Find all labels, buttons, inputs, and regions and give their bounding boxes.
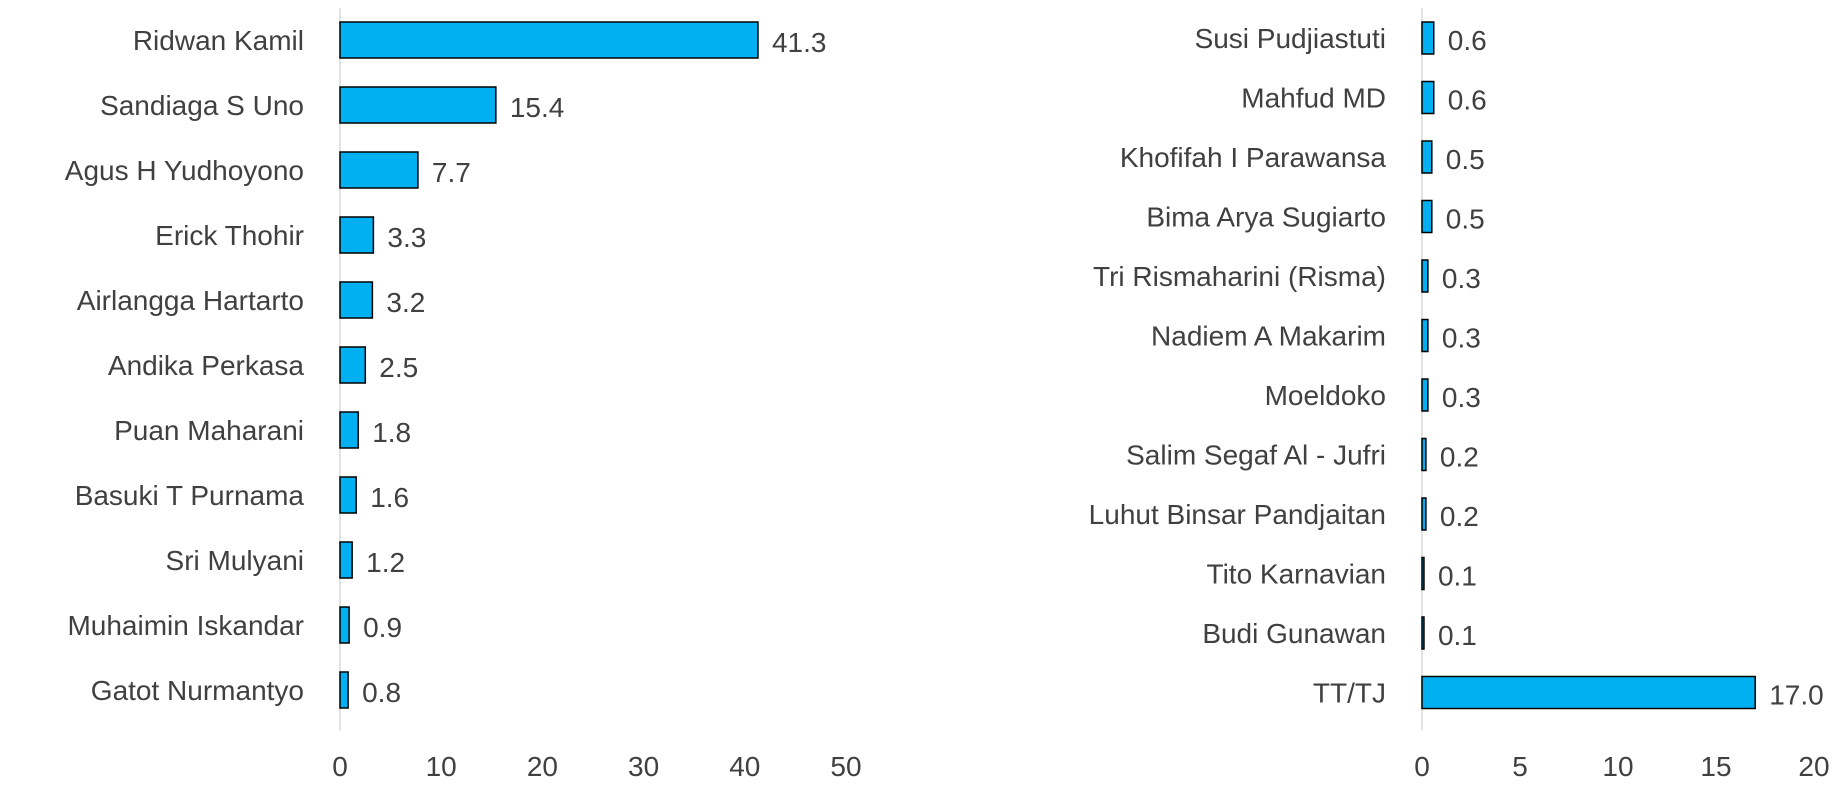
right-value-label-11: 17.0 <box>1769 679 1824 711</box>
left-category-label-5: Andika Perkasa <box>107 350 304 381</box>
left-x-tick-label-2: 20 <box>526 751 558 782</box>
right-category-label-9: Tito Karnavian <box>1206 558 1386 590</box>
left-category-label-3: Erick Thohir <box>155 220 304 251</box>
right-value-label-9: 0.1 <box>1437 560 1477 592</box>
right-category-label-6: Moeldoko <box>1264 380 1386 411</box>
right-value-label-6: 0.3 <box>1441 382 1481 413</box>
right-x-tick-label-4: 20 <box>1798 751 1830 782</box>
left-bar-8 <box>340 542 352 578</box>
left-value-label-6: 1.8 <box>372 417 412 448</box>
left-x-tick-label-1: 10 <box>425 751 457 782</box>
left-x-tick-label-3: 30 <box>628 751 660 782</box>
right-value-label-1: 0.6 <box>1447 84 1487 116</box>
left-bar-4 <box>340 282 372 318</box>
left-x-tick-label-5: 50 <box>830 751 862 782</box>
right-value-label-0: 0.6 <box>1447 25 1487 56</box>
left-category-label-2: Agus H Yudhoyono <box>64 155 304 186</box>
left-category-label-7: Basuki T Purnama <box>74 480 304 511</box>
left-bar-10 <box>340 672 348 708</box>
left-value-label-9: 0.9 <box>363 612 403 643</box>
right-category-label-4: Tri Rismaharini (Risma) <box>1093 261 1386 292</box>
left-bar-chart <box>65 8 862 782</box>
right-bar-2 <box>1422 141 1432 173</box>
left-category-label-8: Sri Mulyani <box>165 545 304 576</box>
left-bar-5 <box>340 347 365 383</box>
right-bar-7 <box>1422 439 1426 471</box>
right-x-tick-label-0: 0 <box>1414 751 1430 782</box>
left-category-label-6: Puan Maharani <box>114 415 304 446</box>
left-value-label-1: 15.4 <box>509 92 565 123</box>
left-bar-7 <box>340 477 356 513</box>
right-value-label-7: 0.2 <box>1439 441 1479 473</box>
right-value-label-4: 0.3 <box>1441 263 1481 294</box>
left-bar-0 <box>340 22 758 58</box>
right-category-label-3: Bima Arya Sugiarto <box>1146 201 1386 233</box>
right-bar-9 <box>1422 558 1424 590</box>
left-value-label-3: 3.3 <box>387 222 427 253</box>
right-category-label-11: TT/TJ <box>1312 677 1386 709</box>
left-bar-6 <box>340 412 358 448</box>
right-value-label-3: 0.5 <box>1445 203 1485 235</box>
left-category-label-10: Gatot Nurmantyo <box>90 675 304 706</box>
right-bar-10 <box>1422 617 1424 649</box>
right-bar-chart <box>1089 8 1830 782</box>
left-value-label-8: 1.2 <box>366 547 406 578</box>
right-category-label-5: Nadiem A Makarim <box>1151 320 1386 352</box>
right-category-label-1: Mahfud MD <box>1241 82 1386 114</box>
right-bar-6 <box>1422 379 1428 411</box>
right-value-label-8: 0.2 <box>1439 501 1479 532</box>
right-category-label-7: Salim Segaf Al - Jufri <box>1126 439 1386 471</box>
right-bar-1 <box>1422 82 1434 114</box>
right-value-label-2: 0.5 <box>1445 144 1485 175</box>
left-value-label-10: 0.8 <box>362 677 402 708</box>
right-bar-11 <box>1422 677 1755 709</box>
right-bar-4 <box>1422 260 1428 292</box>
left-category-label-1: Sandiaga S Uno <box>100 90 304 121</box>
left-bar-9 <box>340 607 349 643</box>
right-value-label-5: 0.3 <box>1441 322 1481 354</box>
right-bar-0 <box>1422 22 1434 54</box>
left-category-label-0: Ridwan Kamil <box>132 25 304 56</box>
left-bar-2 <box>340 152 418 188</box>
left-bar-3 <box>340 217 373 253</box>
left-value-label-2: 7.7 <box>431 157 471 188</box>
left-value-label-4: 3.2 <box>386 287 426 318</box>
right-value-label-10: 0.1 <box>1437 620 1477 651</box>
left-bar-1 <box>340 87 496 123</box>
left-category-label-9: Muhaimin Iskandar <box>67 610 304 641</box>
left-x-tick-label-0: 0 <box>332 751 348 782</box>
left-value-label-0: 41.3 <box>771 27 827 58</box>
right-category-label-0: Susi Pudjiastuti <box>1194 23 1386 54</box>
left-value-label-5: 2.5 <box>379 352 419 383</box>
left-value-label-7: 1.6 <box>370 482 410 513</box>
right-x-tick-label-2: 10 <box>1602 751 1634 782</box>
right-bar-8 <box>1422 498 1426 530</box>
right-category-label-2: Khofifah I Parawansa <box>1119 142 1386 173</box>
right-bar-5 <box>1422 320 1428 352</box>
right-x-tick-label-3: 15 <box>1700 751 1732 782</box>
right-bar-3 <box>1422 201 1432 233</box>
right-category-label-10: Budi Gunawan <box>1202 618 1386 649</box>
left-x-tick-label-4: 40 <box>729 751 761 782</box>
right-category-label-8: Luhut Binsar Pandjaitan <box>1088 499 1386 530</box>
left-category-label-4: Airlangga Hartarto <box>76 285 304 316</box>
right-x-tick-label-1: 5 <box>1512 751 1528 782</box>
